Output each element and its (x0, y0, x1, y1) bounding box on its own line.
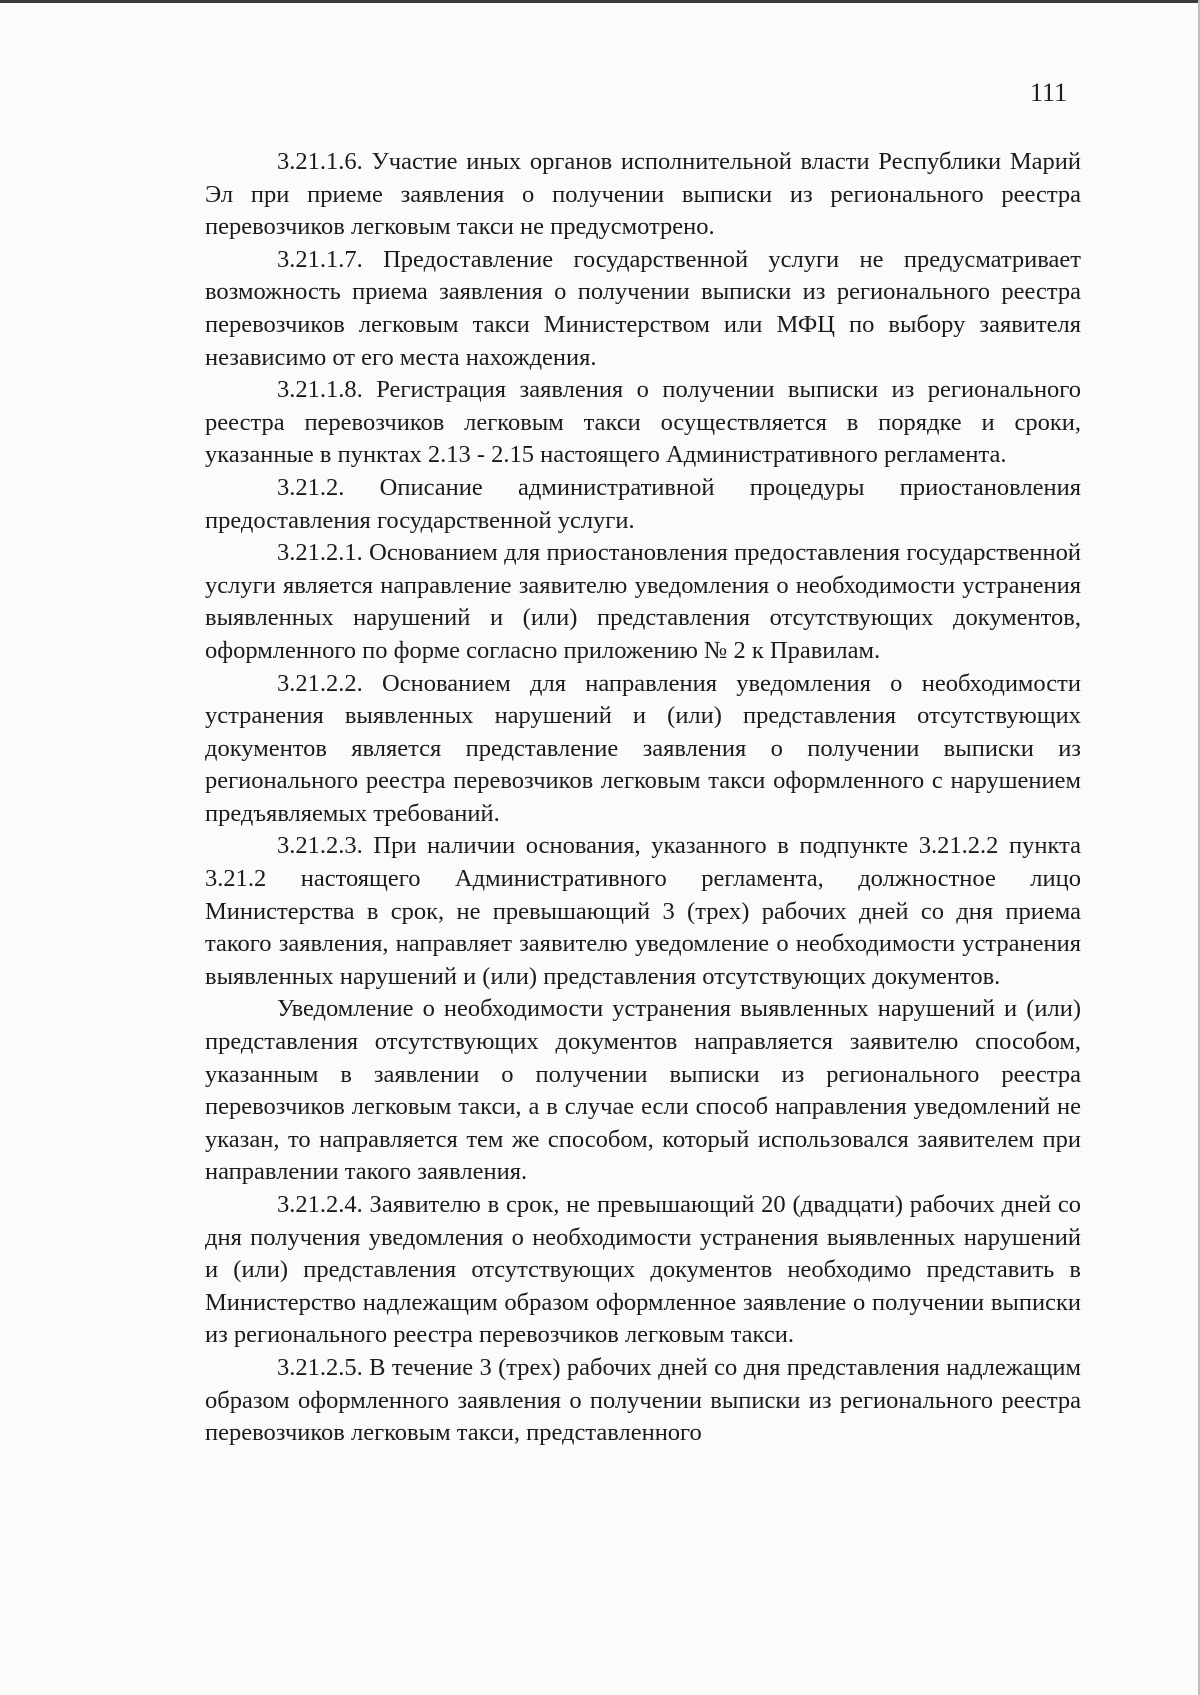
scan-edge-top (0, 0, 1200, 3)
paragraph-notification: Уведомление о необходимости устранения выявленных нарушений и (или) представления отсутствующих документов направляется заявителю способом, указанным в заявлении о получении выписки из регионального реестра перевозчиков легковым такси, а в случае если способ направления уведомлений не указан, то направляется тем же способом, который использовался заявителем при направлении такого заявления. (205, 995, 1081, 1186)
paragraph-3-21-2: 3.21.2. Описание административной процедуры приостановления предоставления государственной услуги. (205, 473, 1081, 534)
page-number: 111 (1030, 78, 1068, 107)
paragraph-3-21-2-5: 3.21.2.5. В течение 3 (трех) рабочих дней со дня представления надлежащим образом оформленного заявления о получении выписки из регионального реестра перевозчиков легковым такси, представленного (205, 1353, 1081, 1447)
document-body (205, 146, 1081, 1450)
paragraph-3-21-2-3: 3.21.2.3. При наличии основания, указанного в подпункте 3.21.2.2 пункта 3.21.2 настоящего Административного регламента, должностное лицо Министерства в срок, не превышающий 3 (трех) рабочих дней со дня приема такого заявления, направляет заявителю уведомление о необходимости устранения выявленных нарушений и (или) представления отсутствующих документов. (205, 832, 1081, 990)
paragraph-3-21-2-4: 3.21.2.4. Заявителю в срок, не превышающий 20 (двадцати) рабочих дней со дня получения уведомления о необходимости устранения выявленных нарушений и (или) представления отсутствующих документов необходимо представить в Министерство надлежащим образом оформленное заявление о получении выписки из регионального реестра перевозчиков легковым такси. (205, 1191, 1081, 1349)
paragraph-3-21-1-6: 3.21.1.6. Участие иных органов исполнительной власти Республики Марий Эл при приеме заявления о получении выписки из регионального реестра перевозчиков легковым такси не предусмотрено. (205, 148, 1081, 241)
paragraph-3-21-2-1: 3.21.2.1. Основанием для приостановления предоставления государственной услуги является направление заявителю уведомления о необходимости устранения выявленных нарушений и (или) представления отсутствующих документов, оформленного по форме согласно приложению № 2 к Правилам. (205, 539, 1081, 664)
paragraph-3-21-1-8: 3.21.1.8. Регистрация заявления о получении выписки из регионального реестра перевозчиков легковым такси осуществляется в порядке и сроки, указанные в пунктах 2.13 - 2.15 настоящего Административного регламента. (205, 376, 1081, 469)
paragraph-3-21-1-7: 3.21.1.7. Предоставление государственной услуги не предусматривает возможность приема заявления о получении выписки из регионального реестра перевозчиков легковым такси Министерством или МФЦ по выбору заявителя независимо от его места нахождения. (205, 245, 1081, 371)
paragraph-3-21-2-2: 3.21.2.2. Основанием для направления уведомления о необходимости устранения выявленных нарушений и (или) представления отсутствующих документов является представление заявления о получении выписки из регионального реестра перевозчиков легковым такси оформленного с нарушением предъявляемых требований. (205, 669, 1081, 827)
